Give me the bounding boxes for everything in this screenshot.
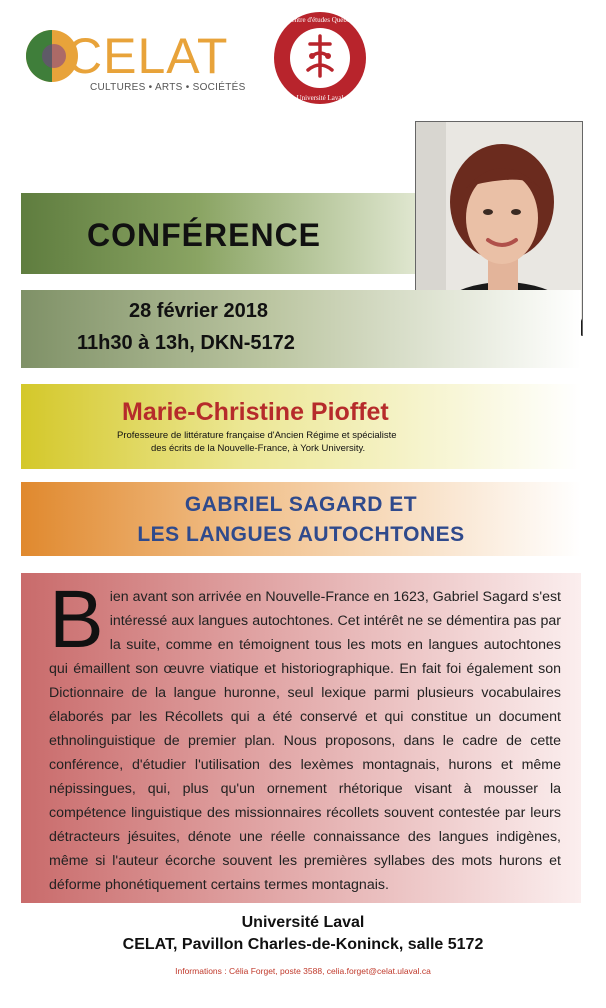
- event-time-place: 11h30 à 13h, DKN-5172: [77, 332, 295, 354]
- abstract-text: [49, 574, 561, 897]
- conference-heading: CONFÉRENCE: [87, 217, 322, 253]
- date-band: [21, 290, 581, 368]
- conference-band: [21, 193, 415, 274]
- talk-title-band: [21, 482, 581, 556]
- celat-wordmark: CELAT: [66, 28, 229, 84]
- abstract-band: [21, 573, 581, 903]
- speaker-affiliation-line2: des écrits de la Nouvelle-France, à York University.: [151, 443, 366, 454]
- footer-location: CELAT, Pavillon Charles-de-Koninck, salle 5172: [122, 936, 484, 953]
- footer-university: Université Laval: [241, 914, 365, 931]
- event-date: 28 février 2018: [129, 300, 269, 322]
- drop-cap: B: [49, 574, 104, 665]
- svg-text:Université Laval: Université Laval: [296, 94, 344, 102]
- abstract-body: ien avant son arrivée en Nouvelle-France en 1623, Gabriel Sagard s'est intéressé aux langues autochtones. Cet intérêt ne se démentira pas par la suite, comme en témoignent tous les mots en langues autochtones qui émaillent son œuvre viatique et historiographique. En fait foi également son Dictionnaire de la langue huronne, seul lexique parmi plusieurs vocabulaires élaborés par les Récollets qui a été conservé et qui constitue un document ethnolinguistique de premier plan. Nous proposons, dans le cadre de cette conférence, d'étudier l'utilisation des lexèmes montagnais, hurons et même népissingues, qui, plus qu'un ornement rhétorique visant à mousser la compétence linguistique des missionnaires récollets souvent contestée par leurs détracteurs jésuites, dénote une réelle connaissance des langues indigènes, même si l'auteur écorche souvent les premières syllabes des mots hurons et déforme phonétiquement certains termes montagnais.: [49, 589, 561, 893]
- quebec-china-seal: [272, 10, 368, 106]
- talk-title-line1: GABRIEL SAGARD ET: [184, 493, 418, 516]
- footer-contact-info: Informations : Célia Forget, poste 3588, celia.forget@celat.ulaval.ca: [175, 966, 431, 976]
- celat-logo: [26, 28, 246, 98]
- speaker-name: Marie-Christine Pioffet: [122, 398, 389, 426]
- speaker-band: [21, 384, 581, 469]
- speaker-affiliation: [117, 429, 507, 455]
- svg-text:Centre d'études Québec: Centre d'études Québec: [286, 16, 354, 24]
- talk-title-line2: LES LANGUES AUTOCHTONES: [137, 523, 465, 546]
- celat-tagline: CULTURES • ARTS • SOCIÉTÉS: [90, 82, 246, 93]
- talk-title: [21, 490, 581, 550]
- speaker-affiliation-line1: Professeure de littérature française d'Ancien Régime et spécialiste: [117, 430, 397, 441]
- seal-emblem-icon: [272, 10, 368, 106]
